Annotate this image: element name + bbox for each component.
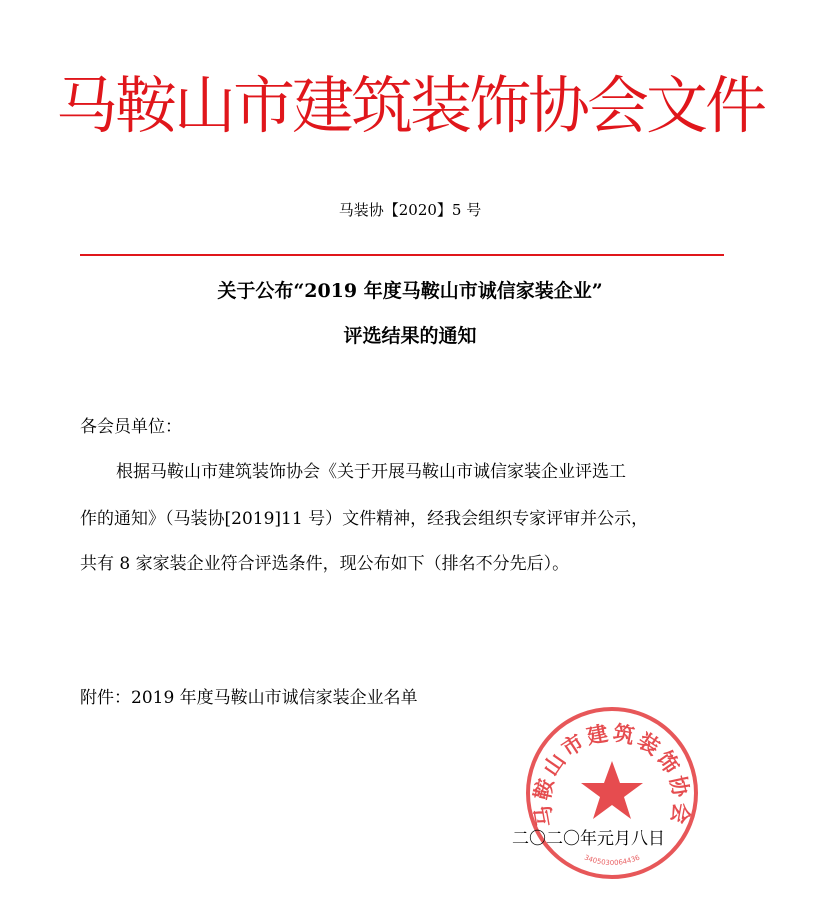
body-paragraph-line: 根据马鞍山市建筑装饰协会《关于开展马鞍山市诚信家装企业评选工 [116, 462, 626, 482]
official-seal [522, 703, 702, 883]
notice-title-line-1: 关于公布“2019 年度马鞍山市诚信家装企业” [217, 280, 603, 302]
body-paragraph-line: 作的通知》（马装协[2019]11 号）文件精神，经我会组织专家评审并公示， [80, 509, 649, 529]
notice-title-line-2: 评选结果的通知 [343, 325, 477, 347]
seal-text: 马鞍山市建筑装饰协会 [530, 720, 694, 829]
seal-star-icon [581, 761, 643, 819]
org-header-title: 马鞍山市建筑装饰协会文件 [55, 69, 764, 142]
attachment-note: 附件：2019 年度马鞍山市诚信家装企业名单 [80, 688, 418, 708]
header-divider [80, 254, 724, 256]
issue-date: 二〇二〇年元月八日 [512, 829, 665, 849]
seal-code: 3405030064436 [582, 853, 642, 867]
document-number: 马装协【2020】5 号 [338, 201, 482, 219]
body-paragraph-line: 共有 8 家家装企业符合评选条件，现公布如下（排名不分先后）。 [80, 554, 570, 574]
salutation: 各会员单位： [80, 417, 182, 437]
